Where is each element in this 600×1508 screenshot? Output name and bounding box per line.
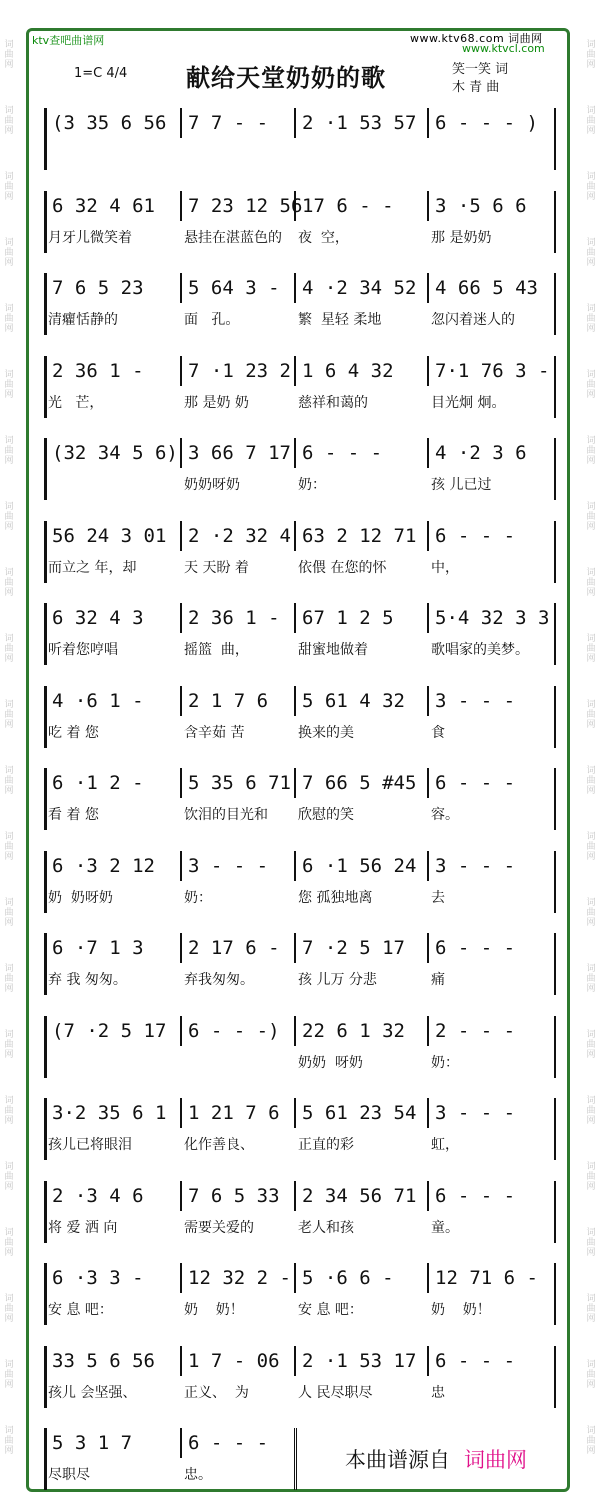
measure-lyrics: 虹， <box>431 1137 459 1153</box>
watermark-text: 词曲网 <box>4 40 14 70</box>
score-system <box>44 931 554 1013</box>
barline <box>294 1263 296 1293</box>
measure-lyrics: 孩儿 会坚强、 <box>48 1384 137 1401</box>
barline <box>44 686 47 748</box>
barline <box>427 1016 429 1046</box>
measure-notes: 12 71 6 - <box>435 1267 538 1289</box>
barline <box>554 1263 556 1325</box>
measure-lyrics: 那 是奶 奶 <box>184 394 249 411</box>
watermark-text: 词曲网 <box>586 436 596 466</box>
measure-notes: 2 1 7 6 <box>188 689 269 712</box>
barline <box>180 1346 182 1376</box>
barline <box>427 273 429 303</box>
score-system <box>44 849 554 931</box>
barline <box>294 1016 296 1046</box>
barline <box>554 1098 556 1160</box>
measure-lyrics: 面 孔。 <box>184 312 240 328</box>
measure-lyrics: 依偎 在您的怀 <box>298 559 387 576</box>
measure-notes: 6 ·1 56 24 <box>302 854 417 877</box>
barline <box>180 1428 182 1458</box>
composer-credit: 木 青 曲 <box>452 80 500 95</box>
measure-notes: 1 6 4 32 <box>302 359 394 382</box>
source-label: 本曲谱源自 <box>345 1448 450 1472</box>
measure-notes: 5·4 32 3 3 <box>435 607 550 629</box>
measure-notes: 6 - - - <box>435 1349 516 1372</box>
source-credit <box>345 1444 527 1474</box>
measure-notes: 3·2 35 6 1 <box>52 1102 167 1124</box>
watermark-text: 词曲网 <box>586 1426 596 1456</box>
barline <box>294 438 296 468</box>
watermark-text: 词曲网 <box>4 700 14 730</box>
measure-notes: 6 - - - <box>188 1432 269 1454</box>
barline <box>180 1098 182 1128</box>
watermark-text: 词曲网 <box>4 436 14 466</box>
measure-notes: 2 36 1 - <box>188 607 280 629</box>
measure-lyrics: 人 民尽职尽 <box>298 1384 373 1401</box>
measure-notes: 6 ·7 1 3 <box>52 937 144 959</box>
measure-notes: 2 ·3 4 6 <box>52 1184 144 1207</box>
measure-lyrics: 童。 <box>431 1219 459 1236</box>
measure-lyrics: 弃我匆匆。 <box>184 972 254 988</box>
measure-lyrics: 夜 空， <box>298 229 349 246</box>
watermark-text: 词曲网 <box>4 1294 14 1324</box>
barline <box>554 603 556 665</box>
barline <box>44 521 47 583</box>
barline <box>554 1016 556 1078</box>
measure-notes: 6 - - - <box>435 772 516 794</box>
barline <box>294 933 296 963</box>
measure-lyrics: 而立之 年，却 <box>48 559 137 576</box>
measure-lyrics: 尽职尽 <box>48 1467 90 1483</box>
measure-notes: (32 34 5 6) <box>52 442 178 464</box>
watermark-text: 词曲网 <box>586 832 596 862</box>
measure-notes: 4 66 5 43 <box>435 277 538 299</box>
key-signature: 1=C 4/4 <box>74 66 128 81</box>
measure-notes: 5 61 4 32 <box>302 689 405 712</box>
barline <box>180 1016 182 1046</box>
measure-lyrics: 奶： <box>298 477 326 493</box>
score-system <box>44 766 554 848</box>
barline <box>44 851 47 913</box>
barline <box>44 768 47 830</box>
barline <box>44 933 47 995</box>
watermark-text: 词曲网 <box>4 766 14 796</box>
barline <box>427 1346 429 1376</box>
watermark-text: 词曲网 <box>4 502 14 532</box>
barline <box>44 1428 47 1490</box>
barline <box>180 1181 182 1211</box>
barline <box>294 603 296 633</box>
barline <box>44 603 47 665</box>
measure-notes: 3 ·5 6 6 <box>435 194 527 217</box>
barline <box>294 356 296 386</box>
source-site: 词曲网 <box>464 1448 527 1472</box>
measure-lyrics: 您 孤独地离 <box>298 889 373 906</box>
measure-notes: 2 ·1 53 57 <box>302 112 417 134</box>
measure-notes: 2 17 6 - <box>188 937 280 959</box>
barline <box>427 356 429 386</box>
measure-notes: 7 6 5 33 <box>188 1184 280 1207</box>
barline <box>294 1428 297 1490</box>
barline <box>180 933 182 963</box>
measure-lyrics: 清癯恬静的 <box>48 312 118 328</box>
measure-notes: 1 7 - 06 <box>188 1349 280 1372</box>
barline <box>554 191 556 253</box>
watermark-text: 词曲网 <box>4 106 14 136</box>
watermark-text: 词曲网 <box>4 964 14 994</box>
watermark-text: 词曲网 <box>586 502 596 532</box>
measure-lyrics: 去 <box>431 889 445 906</box>
measure-lyrics: 弃 我 匆匆。 <box>48 972 127 988</box>
barline <box>294 273 296 303</box>
barline <box>427 1098 429 1128</box>
barline <box>44 1181 47 1243</box>
measure-notes: 7 ·1 23 2 <box>188 359 291 382</box>
watermark-text: 词曲网 <box>4 1360 14 1390</box>
score-system <box>44 1344 554 1426</box>
watermark-text: 词曲网 <box>4 370 14 400</box>
score-system <box>44 1261 554 1343</box>
measure-lyrics: 奶 奶！ <box>184 1302 244 1318</box>
measure-lyrics: 看 着 您 <box>48 807 99 823</box>
measure-lyrics: 悬挂在湛蓝色的 <box>184 229 282 246</box>
barline <box>180 768 182 798</box>
lyricist-credit: 笑一笑 词 <box>452 62 509 77</box>
barline <box>427 191 429 221</box>
barline <box>44 273 47 335</box>
watermark-text: 词曲网 <box>586 1096 596 1126</box>
song-title: 献给天堂奶奶的歌 <box>186 63 386 92</box>
measure-lyrics: 饮泪的目光和 <box>184 807 268 823</box>
watermark-text: 词曲网 <box>4 568 14 598</box>
barline <box>554 108 556 170</box>
barline <box>554 356 556 418</box>
measure-lyrics: 中， <box>431 559 459 576</box>
barline <box>427 108 429 138</box>
measure-lyrics: 奶奶呀奶 <box>184 477 240 493</box>
barline <box>44 1098 47 1160</box>
measure-notes: 2 ·2 32 4 <box>188 524 291 547</box>
score-system <box>44 354 554 436</box>
barline <box>554 686 556 748</box>
measure-notes: 6 - - -) <box>188 1019 280 1042</box>
barline <box>294 851 296 881</box>
measure-lyrics: 孩 儿已过 <box>431 477 492 493</box>
measure-notes: 5 64 3 - <box>188 277 280 299</box>
barline <box>180 1263 182 1293</box>
measure-lyrics: 孩儿已将眼泪 <box>48 1137 132 1153</box>
barline <box>554 438 556 500</box>
measure-notes: 6 32 4 61 <box>52 194 155 217</box>
measure-notes: 3 - - - <box>435 1102 516 1124</box>
measure-lyrics: 食 <box>431 724 445 741</box>
measure-notes: 7 66 5 #45 <box>302 772 417 794</box>
watermark-text: 词曲网 <box>4 1228 14 1258</box>
measure-notes: 6 - - - <box>435 937 516 959</box>
site-label-left: ktv查吧曲谱网 <box>32 34 105 47</box>
watermark-text: 词曲网 <box>4 238 14 268</box>
measure-notes: 6 - - - <box>435 524 516 547</box>
measure-notes: (3 35 6 56 <box>52 112 167 134</box>
measure-lyrics: 将 爱 洒 向 <box>48 1219 118 1236</box>
watermark-text: 词曲网 <box>4 832 14 862</box>
measure-lyrics: 歌唱家的美梦。 <box>431 642 529 658</box>
measure-lyrics: 需要关爱的 <box>184 1219 254 1236</box>
measure-notes: 6 ·3 2 12 <box>52 854 155 877</box>
watermark-text: 词曲网 <box>586 1360 596 1390</box>
measure-notes: 2 ·1 53 17 <box>302 1349 417 1372</box>
score-system <box>44 1014 554 1096</box>
watermark-text: 词曲网 <box>586 304 596 334</box>
barline <box>294 1181 296 1211</box>
barline <box>427 686 429 716</box>
measure-lyrics: 那 是奶奶 <box>431 229 492 246</box>
measure-notes: 3 - - - <box>435 689 516 712</box>
measure-notes: 7 ·2 5 17 <box>302 937 405 959</box>
watermark-text: 词曲网 <box>586 1162 596 1192</box>
barline <box>294 1098 296 1128</box>
barline <box>427 1263 429 1293</box>
barline <box>180 851 182 881</box>
measure-notes: 3 - - - <box>188 854 269 877</box>
measure-lyrics: 甜蜜地做着 <box>298 642 368 658</box>
measure-lyrics: 化作善良、 <box>184 1137 254 1153</box>
measure-lyrics: 目光炯 炯。 <box>431 394 506 411</box>
watermark-text: 词曲网 <box>586 898 596 928</box>
barline <box>427 438 429 468</box>
barline <box>180 521 182 551</box>
barline <box>427 1181 429 1211</box>
measure-notes: 5 3 1 7 <box>52 1432 133 1454</box>
measure-lyrics: 光 芒， <box>48 394 104 411</box>
measure-notes: 7 7 - - <box>188 112 269 134</box>
measure-lyrics: 天 天盼 着 <box>184 559 249 576</box>
score-system <box>44 1096 554 1178</box>
barline <box>44 1346 47 1408</box>
watermark-text: 词曲网 <box>4 1030 14 1060</box>
measure-notes: 5 61 23 54 <box>302 1102 417 1124</box>
measure-notes: 2 36 1 - <box>52 359 144 382</box>
score-system <box>44 1179 554 1261</box>
measure-lyrics: 换来的美 <box>298 724 354 741</box>
barline <box>180 108 182 138</box>
measure-notes: 63 2 12 71 <box>302 524 417 547</box>
barline <box>294 521 296 551</box>
measure-notes: 56 24 3 01 <box>52 524 167 547</box>
score-system <box>44 271 554 353</box>
watermark-text: 词曲网 <box>586 634 596 664</box>
measure-notes: 12 32 2 - <box>188 1267 291 1289</box>
watermark-text: 词曲网 <box>586 40 596 70</box>
measure-notes: 5 35 6 71 <box>188 772 291 794</box>
measure-notes: 6 ·1 2 - <box>52 772 144 794</box>
score-system <box>44 601 554 683</box>
watermark-text: 词曲网 <box>586 568 596 598</box>
measure-lyrics: 老人和孩 <box>298 1219 354 1236</box>
measure-lyrics: 正直的彩 <box>298 1137 354 1153</box>
measure-notes: 7 23 12 56 <box>188 194 303 217</box>
measure-lyrics: 奶： <box>431 1054 459 1071</box>
barline <box>427 603 429 633</box>
score-system <box>44 106 554 188</box>
site-label-right: www.ktv68.com 词曲网 <box>410 32 543 45</box>
barline <box>180 356 182 386</box>
measure-lyrics: 摇篮 曲， <box>184 642 249 658</box>
barline <box>294 768 296 798</box>
measure-notes: 4 ·2 34 52 <box>302 277 417 299</box>
watermark-text: 词曲网 <box>4 898 14 928</box>
watermark-text: 词曲网 <box>4 1162 14 1192</box>
measure-lyrics: 安 息 吧： <box>298 1302 363 1318</box>
left-watermark-strip <box>0 0 18 1500</box>
barline <box>180 191 182 221</box>
measure-lyrics: 慈祥和蔼的 <box>298 394 368 411</box>
watermark-text: 词曲网 <box>586 1294 596 1324</box>
measure-lyrics: 忠 <box>431 1384 445 1401</box>
barline <box>44 1263 47 1325</box>
measure-lyrics: 容。 <box>431 807 459 823</box>
measure-notes: 2 - - - <box>435 1019 516 1042</box>
barline <box>180 686 182 716</box>
right-watermark-strip <box>582 0 600 1500</box>
site-url-overlay: www.ktvcl.com <box>462 42 545 55</box>
measure-lyrics: 奶 奶呀奶 <box>48 889 113 906</box>
barline <box>427 521 429 551</box>
measure-notes: 67 1 2 5 <box>302 607 394 629</box>
barline <box>554 273 556 335</box>
measure-notes: 4 ·6 1 - <box>52 689 144 712</box>
watermark-text: 词曲网 <box>4 634 14 664</box>
measure-notes: 7·1 76 3 - <box>435 359 550 382</box>
measure-lyrics: 繁 星轻 柔地 <box>298 312 382 328</box>
measure-notes: 4 ·2 3 6 <box>435 442 527 464</box>
measure-notes: 6 - - - <box>302 442 383 464</box>
barline <box>554 768 556 830</box>
watermark-text: 词曲网 <box>4 172 14 202</box>
measure-lyrics: 奶： <box>184 889 212 906</box>
barline <box>44 191 47 253</box>
barline <box>180 438 182 468</box>
barline <box>427 768 429 798</box>
measure-lyrics: 奶 奶！ <box>431 1302 491 1318</box>
measure-notes: 1 21 7 6 <box>188 1102 280 1124</box>
barline <box>44 356 47 418</box>
measure-notes: 17 6 - - <box>302 194 394 217</box>
watermark-text: 词曲网 <box>4 1096 14 1126</box>
measure-lyrics: 吃 着 您 <box>48 724 99 741</box>
watermark-text: 词曲网 <box>4 1426 14 1456</box>
barline <box>554 521 556 583</box>
score-system <box>44 436 554 518</box>
barline <box>44 108 47 170</box>
watermark-text: 词曲网 <box>4 304 14 334</box>
measure-notes: 5 ·6 6 - <box>302 1267 394 1289</box>
measure-notes: 7 6 5 23 <box>52 277 144 299</box>
measure-notes: 6 ·3 3 - <box>52 1267 144 1289</box>
measure-notes: (7 ·2 5 17 <box>52 1019 167 1042</box>
watermark-text: 词曲网 <box>586 1030 596 1060</box>
watermark-text: 词曲网 <box>586 370 596 400</box>
watermark-text: 词曲网 <box>586 106 596 136</box>
measure-notes: 3 - - - <box>435 854 516 877</box>
watermark-text: 词曲网 <box>586 172 596 202</box>
measure-lyrics: 正义、 为 <box>184 1384 249 1401</box>
barline <box>294 1346 296 1376</box>
measure-notes: 6 32 4 3 <box>52 607 144 629</box>
barline <box>294 686 296 716</box>
watermark-text: 词曲网 <box>586 766 596 796</box>
measure-lyrics: 忠。 <box>184 1467 212 1483</box>
barline <box>294 108 296 138</box>
measure-notes: 6 - - - ) <box>435 112 538 134</box>
barline <box>427 851 429 881</box>
measure-notes: 6 - - - <box>435 1184 516 1207</box>
measure-lyrics: 安 息 吧： <box>48 1302 113 1318</box>
barline <box>554 1181 556 1243</box>
score-system <box>44 519 554 601</box>
watermark-text: 词曲网 <box>586 700 596 730</box>
measure-lyrics: 欣慰的笑 <box>298 807 354 823</box>
barline <box>180 603 182 633</box>
barline <box>44 438 47 500</box>
measure-lyrics: 含辛茹 苦 <box>184 724 245 741</box>
barline <box>554 933 556 995</box>
score-system <box>44 189 554 271</box>
measure-notes: 2 34 56 71 <box>302 1184 417 1207</box>
measure-lyrics: 月牙儿微笑着 <box>48 229 132 246</box>
measure-lyrics: 听着您哼唱 <box>48 642 118 658</box>
barline <box>554 1346 556 1408</box>
score-system <box>44 684 554 766</box>
watermark-text: 词曲网 <box>586 238 596 268</box>
watermark-text: 词曲网 <box>586 1228 596 1258</box>
barline <box>554 851 556 913</box>
measure-notes: 3 66 7 17 <box>188 442 291 464</box>
barline <box>427 933 429 963</box>
measure-lyrics: 痛 <box>431 972 445 988</box>
measure-lyrics: 奶奶 呀奶 <box>298 1054 363 1071</box>
barline <box>180 273 182 303</box>
watermark-text: 词曲网 <box>586 964 596 994</box>
barline <box>44 1016 47 1078</box>
measure-notes: 22 6 1 32 <box>302 1019 405 1042</box>
measure-lyrics: 忽闪着迷人的 <box>431 312 515 328</box>
measure-notes: 33 5 6 56 <box>52 1349 155 1372</box>
measure-lyrics: 孩 儿万 分悲 <box>298 972 377 988</box>
